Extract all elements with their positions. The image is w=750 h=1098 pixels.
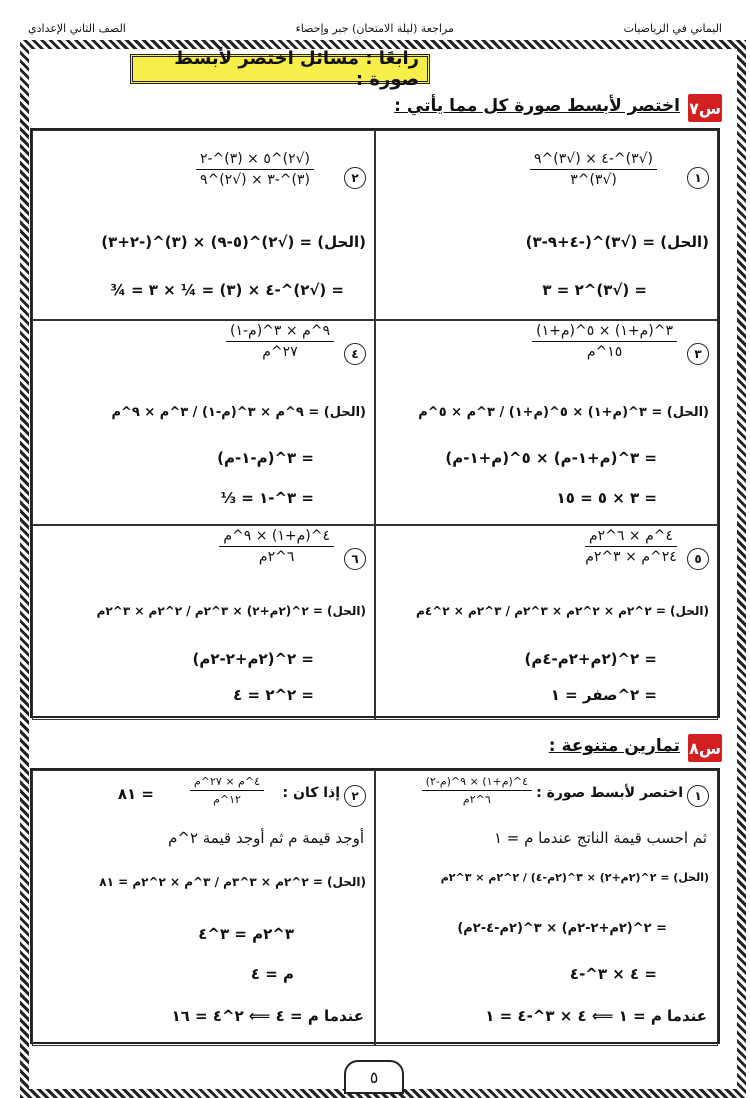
q7-problem-6 [219,528,334,565]
q7-problem-4 [226,323,334,360]
q8-problem-2 [190,775,264,806]
q7-problem-3 [532,323,677,360]
q8-grid [30,768,720,1044]
q8-head-1: اختصر لأبسط صورة : [536,785,683,801]
fraction-numerator: (√٢)^٥ × (٣)^-٢ [196,151,314,170]
q7-solution-3b: = ٣^(م+١-م) × ٥^(م+١-م) [445,449,657,467]
fraction-numerator: ٤^م × ٢٧^م [190,775,264,791]
page-header [28,18,722,38]
q7-solution-2a: (الحل) = (√٢)^(٥-٩) × (٣)^(-٢+٣) [101,233,366,251]
q7-solution-4a: (الحل) = ٩^م × ٣^(م-١) / ٣^م × ٩^م [111,405,366,420]
q7-solution-6b: = ٢^(٢م+٢-٢م) [192,650,314,668]
q8-solution-1a: (الحل) = ٢^(٢م+٢) × ٣^(٢م-٤) / ٢^٢م × ٣^٢م [440,871,709,884]
fraction-denominator: ٢٧^م [262,344,298,360]
q8-solution-2c: م = ٤ [250,965,294,983]
header-left: الصف الثاني الإعدادي [28,21,126,35]
q8-num-2: ٢ [344,785,366,807]
q8-head-2: إذا كان : [282,785,340,801]
section-title: رابعًا : مسائل اختصر لأبسط صورة : [130,54,430,84]
fraction-numerator: ٤^(م+١) × ٩^(م-٢) [422,775,532,791]
fraction-denominator: ٦^٢م [462,793,491,806]
q8-num-1: ١ [687,785,709,807]
q8-solution-1b: = ٢^(٢م+٢-٢م) × ٣^(٢م-٤-٢م) [457,921,667,936]
q7-cell-1 [375,130,718,320]
q7-solution-3a: (الحل) = ٣^(م+١) × ٥^(م+١) / ٣^م × ٥^م [418,405,709,420]
q7-solution-1a: (الحل) = (√٣)^(-٤+٩-٣) [525,233,709,251]
q7-num-5: ٥ [687,548,709,570]
q7-num-6: ٦ [344,548,366,570]
q8-instruction-2: أوجد قيمة م ثم أوجد قيمة ٢^م [168,829,364,847]
q8-title: تمارين متنوعة : [548,736,680,756]
fraction-numerator: ٤^(م+١) × ٩^م [219,528,334,547]
fraction-denominator: ١٢^م [213,793,241,806]
q8-solution-1c: = ٤ × ٣^-٤ [569,965,657,983]
q8-solution-2d: عندما م = ٤ ⟸ ٢^٤ = ١٦ [171,1007,364,1025]
fraction-denominator: (√٣)^٣ [570,172,617,188]
q7-num-3: ٣ [687,343,709,365]
q7-badge: س٧ [688,94,722,122]
q7-title: اختصر لأبسط صورة كل مما يأتي : [394,96,680,116]
q7-num-2: ٢ [344,167,366,189]
q7-solution-1b: = (√٣)^٢ = ٣ [542,281,647,299]
q8-problem-1 [422,775,532,806]
q7-problem-1 [530,151,657,188]
fraction-numerator: ٣^(م+١) × ٥^(م+١) [532,323,677,342]
q8-solution-2b: ٣^٢م = ٣^٤ [198,925,294,943]
q8-cell-1 [375,770,718,1046]
q7-cell-5 [375,525,718,720]
q7-solution-3c: = ٣ × ٥ = ١٥ [556,489,657,507]
q7-solution-2b: = (√٢)^-٤ × (٣) = ¼ × ٣ = ¾ [110,281,344,299]
q7-solution-5a: (الحل) = ٢^٢م × ٢^٢م × ٣^٢م / ٣^٢م × ٢^٤م [416,604,709,618]
q8-badge: س٨ [688,734,722,762]
q8-cell-2 [32,770,375,1046]
q8-instruction-1: ثم احسب قيمة الناتج عندما م = ١ [493,829,707,847]
fraction-numerator: ٩^م × ٣^(م-١) [226,323,334,342]
q7-solution-6a: (الحل) = ٢^(٢م+٢) × ٣^٢م / ٢^٢م × ٣^٢م [96,604,366,618]
q7-solution-4c: = ٣^-١ = ⅓ [220,489,314,507]
q7-cell-4 [32,320,375,525]
q7-solution-5c: = ٢^صفر = ١ [550,686,657,704]
q7-solution-6c: = ٢^٢ = ٤ [233,686,314,704]
q7-cell-2 [32,130,375,320]
q7-problem-2 [196,151,314,188]
fraction-denominator: (٣)^-٣ × (√٢)^٩ [199,172,310,188]
header-center: مراجعة (ليلة الامتحان) جبر وإحصاء [295,21,454,35]
fraction-numerator: ٤^م × ٦^٢م [585,528,677,547]
q7-solution-5b: = ٢^(٢م+٢م-٤م) [524,650,657,668]
q7-solution-4b: = ٣^(م-١-م) [217,449,314,467]
fraction-numerator: (√٣)^-٤ × (√٣)^٩ [530,151,657,170]
q7-cell-6 [32,525,375,720]
q7-problem-5 [585,528,677,565]
fraction-denominator: ١٥^م [586,344,623,360]
fraction-denominator: ٢٤^م × ٣^٢م [585,549,677,565]
q7-num-1: ١ [687,167,709,189]
q8-solution-2a: (الحل) = ٢^٢م × ٣^٣م / ٣^م × ٢^٢م = ٨١ [99,875,366,889]
page-number: ٥ [344,1060,404,1094]
header-right: اليماني في الرياضيات [623,21,722,35]
q7-num-4: ٤ [344,343,366,365]
q7-grid [30,128,720,718]
q8-head-eq-2: = ٨١ [117,785,154,803]
q8-solution-1d: عندما م = ١ ⟸ ٤ × ٣^-٤ = ١ [485,1007,707,1025]
fraction-denominator: ٦^٢م [258,549,295,565]
q7-cell-3 [375,320,718,525]
